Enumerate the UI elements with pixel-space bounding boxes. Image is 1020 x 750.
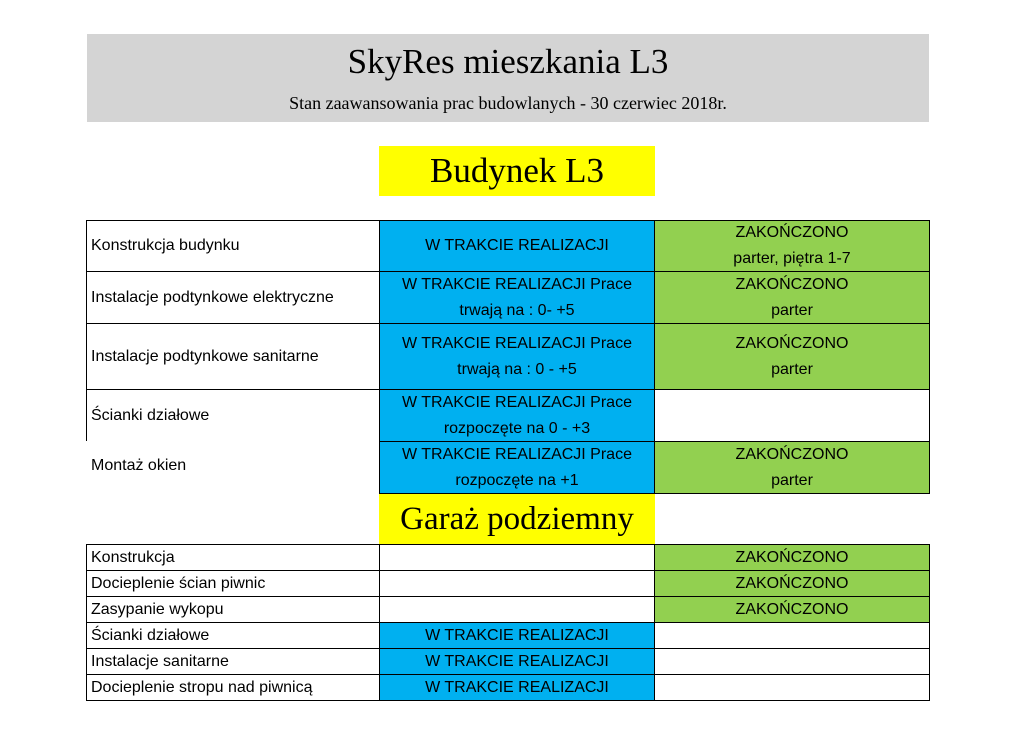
row-name-cell — [86, 674, 380, 701]
progress-cell — [379, 323, 655, 390]
row-name: Ścianki działowe — [91, 626, 210, 644]
completed-status: ZAKOŃCZONO parter — [735, 334, 849, 378]
table-row — [86, 570, 930, 597]
table-row — [86, 596, 930, 623]
completed-cell — [654, 544, 930, 571]
row-name: Docieplenie stropu nad piwnicą — [91, 678, 313, 696]
progress-status: W TRAKCIE REALIZACJI Prace trwają na : 0- +5 — [402, 275, 632, 319]
completed-status: ZAKOŃCZONO parter — [735, 275, 849, 319]
progress-cell — [379, 622, 655, 649]
section-title-building: Budynek L3 — [379, 146, 655, 196]
page-title: SkyRes mieszkania L3 — [347, 42, 669, 81]
table-row — [86, 441, 930, 494]
row-name: Docieplenie ścian piwnic — [91, 574, 266, 592]
progress-cell — [379, 674, 655, 701]
header-box — [87, 34, 929, 122]
row-name: Montaż okien — [91, 457, 187, 474]
row-name: Zasypanie wykopu — [91, 600, 224, 618]
completed-cell — [654, 622, 930, 649]
progress-status: W TRAKCIE REALIZACJI — [425, 678, 609, 696]
completed-cell — [654, 570, 930, 597]
table-row — [86, 622, 930, 649]
completed-status: ZAKOŃCZONO — [735, 548, 849, 566]
row-name: Konstrukcja budynku — [91, 237, 240, 254]
row-name-cell — [86, 622, 380, 649]
progress-cell — [379, 389, 655, 442]
completed-status: ZAKOŃCZONO — [735, 574, 849, 592]
row-name-cell — [86, 648, 380, 675]
table-row — [86, 648, 930, 675]
completed-cell — [654, 596, 930, 623]
row-name: Instalacje podtynkowe elektryczne — [91, 288, 334, 306]
row-name: Konstrukcja — [91, 548, 175, 566]
row-name: Instalacje podtynkowe sanitarne — [91, 347, 319, 365]
progress-status: W TRAKCIE REALIZACJI Prace rozpoczęte na +1 — [402, 445, 632, 489]
table-row — [86, 220, 930, 272]
completed-status: ZAKOŃCZONO parter — [735, 445, 849, 489]
completed-cell — [654, 648, 930, 675]
progress-cell — [379, 544, 655, 571]
row-name-cell — [86, 544, 380, 571]
progress-status: W TRAKCIE REALIZACJI Prace trwają na : 0 - +5 — [402, 334, 632, 378]
completed-cell — [654, 674, 930, 701]
progress-cell — [379, 271, 655, 324]
progress-cell — [379, 441, 655, 494]
row-name-cell — [86, 271, 380, 324]
row-name-cell — [86, 596, 380, 623]
row-name: Ścianki działowe — [91, 406, 210, 424]
table-row — [86, 674, 930, 701]
table-row — [86, 323, 930, 390]
progress-status: W TRAKCIE REALIZACJI Prace rozpoczęte na 0 - +3 — [402, 393, 632, 437]
progress-status: W TRAKCIE REALIZACJI — [425, 237, 609, 254]
page-subtitle: Stan zaawansowania prac budowlanych - 30 czerwiec 2018r. — [289, 93, 727, 113]
table-row — [86, 544, 930, 571]
table-row — [86, 271, 930, 324]
progress-cell — [379, 648, 655, 675]
row-name-cell — [86, 389, 380, 442]
completed-status: ZAKOŃCZONO — [735, 600, 849, 618]
completed-cell — [654, 323, 930, 390]
progress-cell — [379, 220, 655, 272]
progress-status: W TRAKCIE REALIZACJI — [425, 626, 609, 644]
completed-cell — [654, 271, 930, 324]
row-name: Instalacje sanitarne — [91, 652, 229, 670]
completed-status: ZAKOŃCZONO parter, piętra 1-7 — [733, 224, 851, 267]
progress-cell — [379, 570, 655, 597]
row-name-cell — [86, 441, 380, 494]
row-name-cell — [86, 323, 380, 390]
completed-cell — [654, 441, 930, 494]
section-title-garage: Garaż podziemny — [379, 494, 655, 544]
progress-status: W TRAKCIE REALIZACJI — [425, 652, 609, 670]
progress-cell — [379, 596, 655, 623]
row-name-cell — [86, 220, 380, 272]
table-row — [86, 389, 930, 442]
completed-cell — [654, 220, 930, 272]
completed-cell — [654, 389, 930, 442]
row-name-cell — [86, 570, 380, 597]
